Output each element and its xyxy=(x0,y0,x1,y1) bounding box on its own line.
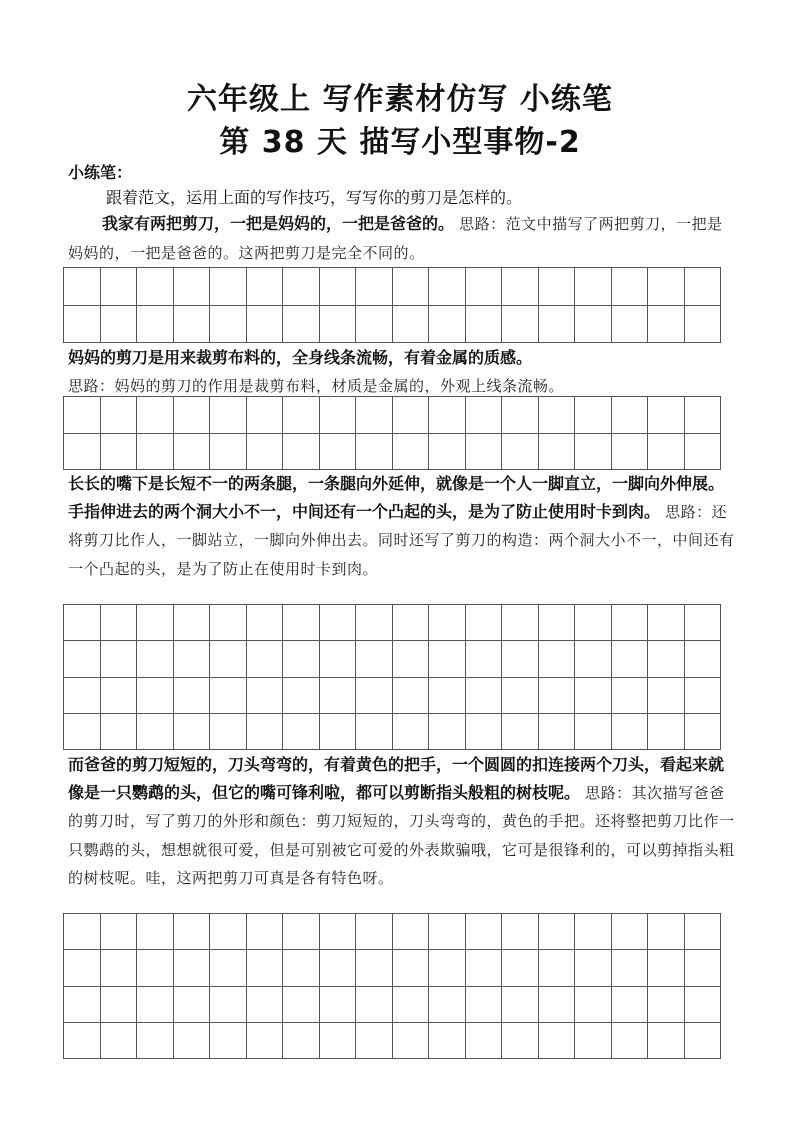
grid-cell[interactable] xyxy=(101,641,138,677)
title-line-2: 第 38 天 描写小型事物-2 xyxy=(219,125,581,160)
grid-cell[interactable] xyxy=(393,714,430,750)
grid-cell[interactable] xyxy=(429,950,466,986)
grid-cell[interactable] xyxy=(648,950,685,986)
grid-cell[interactable] xyxy=(502,987,539,1023)
grid-cell[interactable] xyxy=(502,306,539,344)
grid-cell[interactable] xyxy=(648,678,685,714)
grid-cell[interactable] xyxy=(648,397,685,434)
grid-cell[interactable] xyxy=(539,987,576,1023)
grid-cell[interactable] xyxy=(612,914,649,950)
grid-cell[interactable] xyxy=(356,678,393,714)
grid-cell[interactable] xyxy=(174,641,211,677)
grid-cell[interactable] xyxy=(502,605,539,641)
grid-cell[interactable] xyxy=(648,1023,685,1059)
grid-cell[interactable] xyxy=(320,714,357,750)
grid-cell[interactable] xyxy=(356,306,393,344)
grid-cell[interactable] xyxy=(174,714,211,750)
grid-cell[interactable] xyxy=(393,950,430,986)
grid-cell[interactable] xyxy=(210,306,247,344)
grid-cell[interactable] xyxy=(429,678,466,714)
grid-cell[interactable] xyxy=(210,397,247,434)
section-label: 小练笔： xyxy=(68,163,133,182)
grid-cell[interactable] xyxy=(648,306,685,344)
grid-cell[interactable] xyxy=(356,987,393,1023)
grid-cell[interactable] xyxy=(137,914,174,950)
grid-cell[interactable] xyxy=(283,950,320,986)
grid-cell[interactable] xyxy=(429,434,466,471)
writing-grid-4[interactable] xyxy=(63,913,721,1059)
grid-cell[interactable] xyxy=(64,1023,101,1059)
grid-cell[interactable] xyxy=(247,268,284,306)
grid-cell[interactable] xyxy=(539,1023,576,1059)
grid-cell[interactable] xyxy=(612,987,649,1023)
grid-cell[interactable] xyxy=(685,397,722,434)
grid-cell[interactable] xyxy=(393,641,430,677)
grid-cell[interactable] xyxy=(64,397,101,434)
grid-cell[interactable] xyxy=(466,714,503,750)
grid-cell[interactable] xyxy=(612,605,649,641)
grid-cell[interactable] xyxy=(685,1023,722,1059)
grid-cell[interactable] xyxy=(429,714,466,750)
grid-cell[interactable] xyxy=(648,605,685,641)
grid-cell[interactable] xyxy=(356,605,393,641)
grid-cell[interactable] xyxy=(101,397,138,434)
grid-cell[interactable] xyxy=(210,987,247,1023)
grid-cell[interactable] xyxy=(648,434,685,471)
grid-cell[interactable] xyxy=(575,714,612,750)
grid-cell[interactable] xyxy=(137,987,174,1023)
writing-grid-3[interactable] xyxy=(63,604,721,750)
grid-cell[interactable] xyxy=(64,950,101,986)
grid-cell[interactable] xyxy=(320,1023,357,1059)
grid-cell[interactable] xyxy=(429,268,466,306)
grid-cell[interactable] xyxy=(137,950,174,986)
grid-cell[interactable] xyxy=(283,641,320,677)
grid-cell[interactable] xyxy=(539,397,576,434)
grid-cell[interactable] xyxy=(356,914,393,950)
grid-cell[interactable] xyxy=(393,434,430,471)
grid-cell[interactable] xyxy=(685,950,722,986)
grid-cell[interactable] xyxy=(210,1023,247,1059)
instruction-text: 跟着范文，运用上面的写作技巧，写写你的剪刀是怎样的。 xyxy=(106,188,523,207)
grid-cell[interactable] xyxy=(539,434,576,471)
grid-cell[interactable] xyxy=(137,605,174,641)
grid-cell[interactable] xyxy=(210,434,247,471)
grid-cell[interactable] xyxy=(685,714,722,750)
grid-cell[interactable] xyxy=(247,1023,284,1059)
grid-cell[interactable] xyxy=(393,1023,430,1059)
grid-cell[interactable] xyxy=(137,641,174,677)
grid-cell[interactable] xyxy=(393,605,430,641)
paragraph-4 xyxy=(68,751,738,893)
grid-cell[interactable] xyxy=(356,268,393,306)
grid-cell[interactable] xyxy=(539,306,576,344)
grid-cell[interactable] xyxy=(320,397,357,434)
grid-cell[interactable] xyxy=(466,434,503,471)
grid-cell[interactable] xyxy=(612,641,649,677)
grid-cell[interactable] xyxy=(283,678,320,714)
grid-cell[interactable] xyxy=(64,678,101,714)
grid-cell[interactable] xyxy=(210,268,247,306)
grid-cell[interactable] xyxy=(174,987,211,1023)
grid-cell[interactable] xyxy=(575,987,612,1023)
grid-cell[interactable] xyxy=(174,678,211,714)
grid-cell[interactable] xyxy=(320,950,357,986)
grid-cell[interactable] xyxy=(648,641,685,677)
grid-cell[interactable] xyxy=(466,641,503,677)
grid-cell[interactable] xyxy=(502,641,539,677)
grid-cell[interactable] xyxy=(283,1023,320,1059)
grid-cell[interactable] xyxy=(539,714,576,750)
grid-cell[interactable] xyxy=(320,268,357,306)
grid-cell[interactable] xyxy=(612,306,649,344)
grid-cell[interactable] xyxy=(466,268,503,306)
grid-cell[interactable] xyxy=(64,306,101,344)
grid-cell[interactable] xyxy=(101,268,138,306)
grid-cell[interactable] xyxy=(247,641,284,677)
writing-grid-1[interactable] xyxy=(63,267,721,343)
grid-cell[interactable] xyxy=(283,914,320,950)
grid-cell[interactable] xyxy=(648,987,685,1023)
grid-cell[interactable] xyxy=(502,714,539,750)
grid-cell[interactable] xyxy=(685,605,722,641)
grid-cell[interactable] xyxy=(174,1023,211,1059)
grid-cell[interactable] xyxy=(283,397,320,434)
grid-cell[interactable] xyxy=(429,1023,466,1059)
grid-cell[interactable] xyxy=(429,987,466,1023)
grid-cell[interactable] xyxy=(174,434,211,471)
example-sentence: 而爸爸的剪刀短短的，刀头弯弯的，有着黄色的把手，一个圆圆的扣连接两个刀头，看起来就像是一只鹦鹉的头，但它的嘴可锋利啦，都可以剪断指头般粗的树枝呢。 xyxy=(68,755,725,802)
grid-cell[interactable] xyxy=(356,950,393,986)
title-line-1: 六年级上 写作素材仿写 小练笔 xyxy=(187,82,613,117)
paragraph-1 xyxy=(68,210,738,267)
grid-cell[interactable] xyxy=(101,306,138,344)
paragraph-3 xyxy=(68,470,738,583)
grid-cell[interactable] xyxy=(283,306,320,344)
grid-cell[interactable] xyxy=(247,678,284,714)
grid-cell[interactable] xyxy=(101,950,138,986)
grid-cell[interactable] xyxy=(612,678,649,714)
grid-cell[interactable] xyxy=(648,914,685,950)
example-sentence: 长长的嘴下是长短不一的两条腿，一条腿向外延伸，就像是一个人一脚直立，一脚向外伸展。手指伸进去的两个洞大小不一，中间还有一个凸起的头，是为了防止使用时卡到肉。 xyxy=(68,474,725,521)
grid-cell[interactable] xyxy=(137,397,174,434)
grid-cell[interactable] xyxy=(466,987,503,1023)
grid-cell[interactable] xyxy=(356,714,393,750)
grid-cell[interactable] xyxy=(320,678,357,714)
grid-cell[interactable] xyxy=(685,914,722,950)
grid-cell[interactable] xyxy=(502,434,539,471)
grid-cell[interactable] xyxy=(320,605,357,641)
grid-cell[interactable] xyxy=(283,714,320,750)
grid-cell[interactable] xyxy=(210,605,247,641)
grid-cell[interactable] xyxy=(174,306,211,344)
grid-cell[interactable] xyxy=(247,987,284,1023)
grid-cell[interactable] xyxy=(539,641,576,677)
grid-cell[interactable] xyxy=(502,268,539,306)
grid-cell[interactable] xyxy=(283,605,320,641)
grid-cell[interactable] xyxy=(575,397,612,434)
grid-cell[interactable] xyxy=(247,605,284,641)
grid-cell[interactable] xyxy=(575,914,612,950)
grid-cell[interactable] xyxy=(466,306,503,344)
grid-cell[interactable] xyxy=(575,950,612,986)
grid-cell[interactable] xyxy=(612,434,649,471)
grid-cell[interactable] xyxy=(612,714,649,750)
grid-cell[interactable] xyxy=(393,268,430,306)
grid-cell[interactable] xyxy=(466,605,503,641)
grid-cell[interactable] xyxy=(356,641,393,677)
grid-cell[interactable] xyxy=(247,950,284,986)
grid-cell[interactable] xyxy=(575,268,612,306)
grid-cell[interactable] xyxy=(685,268,722,306)
grid-cell[interactable] xyxy=(502,950,539,986)
grid-cell[interactable] xyxy=(137,714,174,750)
example-sentence: 我家有两把剪刀，一把是妈妈的，一把是爸爸的。 xyxy=(102,214,455,233)
grid-cell[interactable] xyxy=(174,397,211,434)
hint-text: 思路：还将剪刀比作人，一脚站立，一脚向外伸出去。同时还写了剪刀的构造：两个洞大小不一，中间还有一个凸起的头，是为了防止在使用时卡到肉。 xyxy=(68,502,735,578)
grid-cell[interactable] xyxy=(64,641,101,677)
grid-cell[interactable] xyxy=(612,950,649,986)
grid-cell[interactable] xyxy=(466,950,503,986)
grid-cell[interactable] xyxy=(356,1023,393,1059)
grid-cell[interactable] xyxy=(283,987,320,1023)
grid-cell[interactable] xyxy=(429,641,466,677)
example-sentence: 妈妈的剪刀是用来裁剪布料的，全身线条流畅，有着金属的质感。 xyxy=(68,348,533,367)
grid-cell[interactable] xyxy=(502,397,539,434)
grid-cell[interactable] xyxy=(64,434,101,471)
hint-text: 思路：其次描写爸爸的剪刀时，写了剪刀的外形和颜色：剪刀短短的，刀头弯弯的，黄色的手把。还将整把剪刀比作一只鹦鹉的头，想想就很可爱，但是可别被它可爱的外表欺骗哦，它可是很锋利的，可以剪掉指头粗的树枝呢。哇，这两把剪刀可真是各有特色呀。 xyxy=(68,783,735,887)
grid-cell[interactable] xyxy=(539,268,576,306)
grid-cell[interactable] xyxy=(247,306,284,344)
grid-cell[interactable] xyxy=(101,714,138,750)
grid-cell[interactable] xyxy=(502,1023,539,1059)
grid-cell[interactable] xyxy=(320,914,357,950)
grid-cell[interactable] xyxy=(539,605,576,641)
grid-cell[interactable] xyxy=(101,605,138,641)
grid-cell[interactable] xyxy=(137,678,174,714)
grid-cell[interactable] xyxy=(466,397,503,434)
grid-cell[interactable] xyxy=(502,678,539,714)
grid-cell[interactable] xyxy=(320,306,357,344)
grid-cell[interactable] xyxy=(101,987,138,1023)
grid-cell[interactable] xyxy=(101,914,138,950)
grid-cell[interactable] xyxy=(247,914,284,950)
grid-cell[interactable] xyxy=(612,1023,649,1059)
writing-grid-2[interactable] xyxy=(63,396,721,470)
grid-cell[interactable] xyxy=(393,397,430,434)
grid-cell[interactable] xyxy=(539,914,576,950)
grid-cell[interactable] xyxy=(393,987,430,1023)
grid-cell[interactable] xyxy=(101,1023,138,1059)
grid-cell[interactable] xyxy=(137,434,174,471)
grid-cell[interactable] xyxy=(612,268,649,306)
grid-cell[interactable] xyxy=(64,714,101,750)
grid-cell[interactable] xyxy=(64,914,101,950)
grid-cell[interactable] xyxy=(247,714,284,750)
grid-cell[interactable] xyxy=(685,434,722,471)
grid-cell[interactable] xyxy=(64,987,101,1023)
grid-cell[interactable] xyxy=(210,678,247,714)
grid-cell[interactable] xyxy=(174,950,211,986)
grid-cell[interactable] xyxy=(685,641,722,677)
grid-cell[interactable] xyxy=(466,1023,503,1059)
grid-cell[interactable] xyxy=(575,605,612,641)
grid-cell[interactable] xyxy=(247,434,284,471)
grid-cell[interactable] xyxy=(356,434,393,471)
grid-cell[interactable] xyxy=(137,268,174,306)
grid-cell[interactable] xyxy=(648,268,685,306)
grid-cell[interactable] xyxy=(648,714,685,750)
grid-cell[interactable] xyxy=(466,678,503,714)
grid-cell[interactable] xyxy=(539,678,576,714)
grid-cell[interactable] xyxy=(575,678,612,714)
grid-cell[interactable] xyxy=(174,605,211,641)
grid-cell[interactable] xyxy=(575,434,612,471)
grid-cell[interactable] xyxy=(283,434,320,471)
grid-cell[interactable] xyxy=(685,678,722,714)
grid-cell[interactable] xyxy=(393,678,430,714)
hint-text: 思路：范文中描写了两把剪刀，一把是妈妈的，一把是爸爸的。这两把剪刀是完全不同的。 xyxy=(68,215,723,262)
grid-cell[interactable] xyxy=(210,714,247,750)
grid-cell[interactable] xyxy=(320,987,357,1023)
grid-cell[interactable] xyxy=(429,605,466,641)
grid-cell[interactable] xyxy=(685,987,722,1023)
grid-cell[interactable] xyxy=(575,306,612,344)
grid-cell[interactable] xyxy=(393,914,430,950)
grid-cell[interactable] xyxy=(137,1023,174,1059)
grid-cell[interactable] xyxy=(101,678,138,714)
grid-cell[interactable] xyxy=(210,641,247,677)
grid-cell[interactable] xyxy=(210,914,247,950)
grid-cell[interactable] xyxy=(502,914,539,950)
grid-cell[interactable] xyxy=(429,914,466,950)
grid-cell[interactable] xyxy=(210,950,247,986)
grid-cell[interactable] xyxy=(685,306,722,344)
grid-cell[interactable] xyxy=(393,306,430,344)
grid-cell[interactable] xyxy=(283,268,320,306)
grid-cell[interactable] xyxy=(101,434,138,471)
paragraph-2 xyxy=(68,344,738,400)
grid-cell[interactable] xyxy=(137,306,174,344)
grid-cell[interactable] xyxy=(320,434,357,471)
grid-cell[interactable] xyxy=(174,914,211,950)
grid-cell[interactable] xyxy=(64,605,101,641)
grid-cell[interactable] xyxy=(356,397,393,434)
grid-cell[interactable] xyxy=(575,641,612,677)
grid-cell[interactable] xyxy=(320,641,357,677)
grid-cell[interactable] xyxy=(575,1023,612,1059)
grid-cell[interactable] xyxy=(539,950,576,986)
grid-cell[interactable] xyxy=(466,914,503,950)
grid-cell[interactable] xyxy=(174,268,211,306)
grid-cell[interactable] xyxy=(64,268,101,306)
hint-text: 思路：妈妈的剪刀的作用是裁剪布料，材质是金属的，外观上线条流畅。 xyxy=(68,376,565,395)
grid-cell[interactable] xyxy=(429,397,466,434)
grid-cell[interactable] xyxy=(247,397,284,434)
grid-cell[interactable] xyxy=(429,306,466,344)
grid-cell[interactable] xyxy=(612,397,649,434)
